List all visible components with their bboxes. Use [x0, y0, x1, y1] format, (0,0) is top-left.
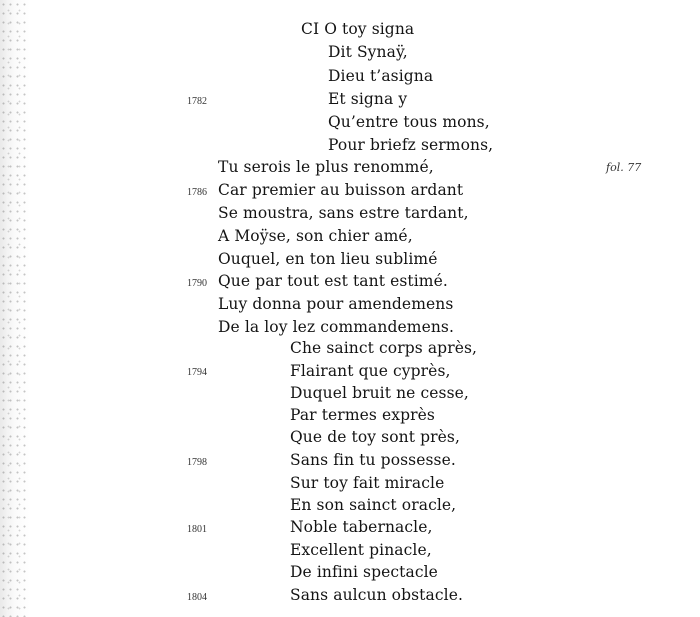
- verse-line: Et signa y: [328, 90, 408, 108]
- verse-line: Dieu t’asigna: [328, 67, 434, 85]
- verse-line: Se moustra, sans estre tardant,: [218, 204, 469, 222]
- verse-line: Excellent pinacle,: [290, 541, 432, 559]
- line-number: 1798: [187, 457, 207, 468]
- verse-line: En son sainct oracle,: [290, 496, 457, 514]
- verse-line: De la loy lez commandemens.: [218, 318, 455, 336]
- verse-line: Que par tout est tant estimé.: [218, 272, 448, 290]
- verse-line: Car premier au buisson ardant: [218, 181, 464, 199]
- page-edge-shadow: [0, 0, 28, 617]
- line-number: 1801: [187, 524, 207, 535]
- verse-line: Luy donna pour amendemens: [218, 295, 454, 313]
- folio-marker: fol. 77: [606, 161, 642, 174]
- verse-line: Qu’entre tous mons,: [328, 113, 490, 131]
- verse-line: Che sainct corps après,: [290, 339, 478, 357]
- verse-line: Dit Synaÿ,: [328, 43, 408, 61]
- verse-line: Que de toy sont près,: [290, 428, 460, 446]
- line-number: 1790: [187, 278, 207, 289]
- verse-line: Sans fin tu possesse.: [290, 451, 456, 469]
- verse-line: Pour briefz sermons,: [328, 136, 494, 154]
- verse-line: Ouquel, en ton lieu sublimé: [218, 250, 438, 268]
- line-number: 1794: [187, 367, 207, 378]
- verse-line: Sans aulcun obstacle.: [290, 586, 463, 604]
- verse-line: A Moÿse, son chier amé,: [218, 227, 413, 245]
- verse-line: Noble tabernacle,: [290, 518, 433, 536]
- verse-line: Par termes exprès: [290, 406, 435, 424]
- verse-line: CI O toy signa: [301, 20, 415, 38]
- line-number: 1804: [187, 592, 207, 603]
- line-number: 1786: [187, 187, 207, 198]
- verse-line: De infini spectacle: [290, 563, 438, 581]
- verse-line: Tu serois le plus renommé,: [218, 158, 434, 176]
- verse-line: Duquel bruit ne cesse,: [290, 384, 469, 402]
- line-number: 1782: [187, 96, 207, 107]
- verse-line: Flairant que cyprès,: [290, 362, 451, 380]
- verse-line: Sur toy fait miracle: [290, 474, 445, 492]
